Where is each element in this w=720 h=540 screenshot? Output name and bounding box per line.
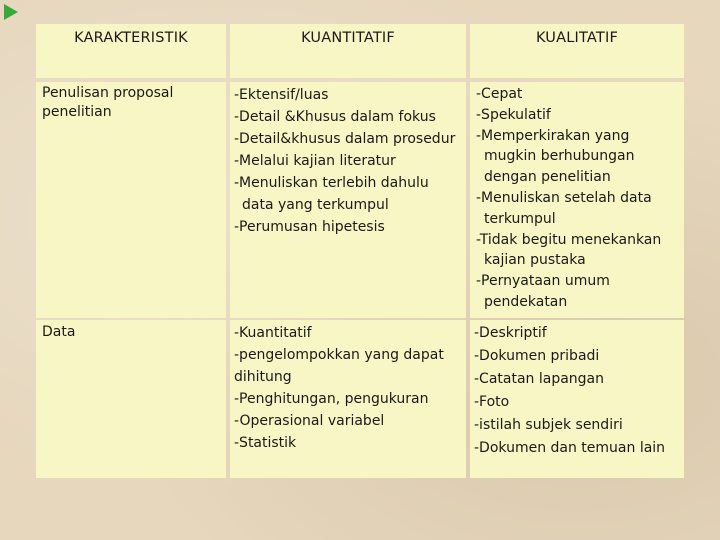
row1-label-cell [36, 82, 226, 318]
row2-kuan-item: -Statistik [234, 435, 297, 451]
row2-label-cell [36, 320, 226, 478]
row1-kuan-item: -Detail&khusus dalam prosedur [234, 131, 456, 147]
row1-kuan-item: -Ektensif/luas [234, 87, 329, 103]
row2-kual-item: -Catatan lapangan [474, 371, 605, 387]
row2-label-line: Data [42, 324, 76, 340]
green-arrow-icon [4, 4, 18, 20]
row1-kuantitatif-cell [230, 82, 466, 318]
row1-kual-item: -Cepat [476, 86, 523, 102]
row1-label-line: Penulisan proposal [42, 85, 174, 101]
header-kualitatif: KUALITATIF [470, 24, 684, 78]
row1-kual-item: -Tidak begitu menekankan [476, 231, 662, 248]
row2-kualitatif-cell [470, 320, 684, 478]
row1-kual-item: -Pernyataan umum [476, 273, 610, 290]
row1-kuan-item: -Detail &Khusus dalam fokus [234, 109, 436, 125]
row1-kualitatif-cell [470, 82, 684, 318]
row2-kuan-item: -Operasional variabel [234, 413, 385, 429]
row1-kual-item: terkumpul [484, 210, 556, 227]
row2-kuan-item: -Kuantitatif [234, 325, 312, 341]
row1-kual-item: -Spekulatif [476, 106, 551, 123]
row2-kuan-item: -pengelompokkan yang dapat [234, 347, 444, 363]
row1-kuan-item: -Perumusan hipetesis [234, 219, 385, 235]
row2-kual-item: -Deskriptif [474, 325, 547, 341]
row1-kuan-item: -Menuliskan terlebih dahulu [234, 175, 429, 191]
row2-kual-item: -Dokumen dan temuan lain [474, 440, 666, 456]
row2-kual-item: -Foto [474, 394, 510, 410]
row1-kual-item: mugkin berhubungan [484, 148, 635, 165]
row1-label-line: penelitian [42, 103, 112, 120]
row1-kuan-item: data yang terkumpul [242, 197, 389, 213]
row2-kuan-item: dihitung [234, 369, 292, 385]
row1-kual-item: pendekatan [484, 293, 568, 310]
header-karakteristik: KARAKTERISTIK [36, 24, 226, 78]
row1-kual-item: kajian pustaka [484, 252, 586, 269]
row1-kual-item: dengan penelitian [484, 169, 611, 186]
row2-kual-item: -Dokumen pribadi [474, 348, 600, 364]
row1-kual-item: -Menuliskan setelah data [476, 189, 652, 206]
row1-kual-item: -Memperkirakan yang [476, 127, 630, 144]
row2-kuan-item: -Penghitungan, pengukuran [234, 391, 429, 407]
row1-kuan-item: -Melalui kajian literatur [234, 153, 396, 169]
row2-kuantitatif-cell [230, 320, 466, 478]
row2-kual-item: -istilah subjek sendiri [474, 417, 623, 433]
header-kuantitatif: KUANTITATIF [230, 24, 466, 78]
